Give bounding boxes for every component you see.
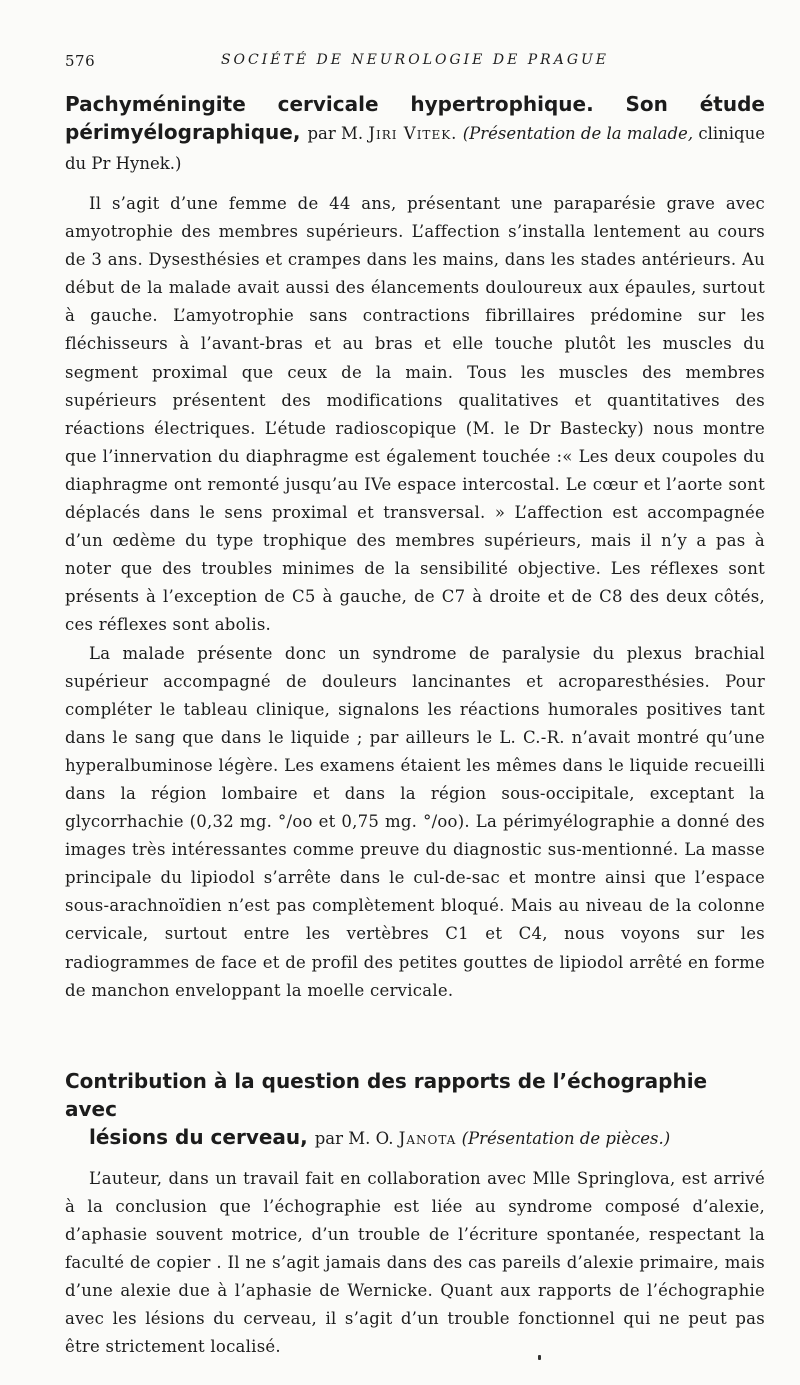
running-header (65, 52, 765, 74)
print-speck (538, 1355, 541, 1360)
article-1-paragraph-1: Il s’agit d’une femme de 44 ans, présentant une paraparésie grave avec amyotrophie des membres supérieurs. L’affection s’installa lentement au cours de 3 ans. Dysesthésies et crampes dans les mains, dans les stades antérieurs. Au début de la malade avait aussi des élancements douloureux aux épaules, surtout à gauche. L’amyotrophie sans contractions fibrillaires prédomine sur les fléchisseurs à l’avant-bras et au bras et elle touche plutôt les muscles du segment proximal que ceux de la main. Tous les muscles des membres supérieurs présentent des modifications qualitatives et quantitatives des réactions électriques. L’étude radioscopique (M. le Dr Bastecky) nous montre que l’innervation du diaphragme est également touchée :« Les deux coupoles du diaphragme ont remonté jusqu’au IVe espace intercostal. Le cœur et l’aorte sont déplacés dans le sens proximal et transversal. » L’affection est accompagnée d’un œdème du type trophique des membres supérieurs, mais il n’y a pas à noter que des troubles minimes de la sensibilité objective. Les réflexes sont présents à l’exception de C5 à gauche, de C7 à droite et de C8 des deux côtés, ces réflexes sont abolis. (65, 194, 765, 635)
page-body (65, 90, 765, 1361)
article-2-byline (315, 1129, 670, 1148)
section-gap (65, 1005, 765, 1067)
article-1-title: Pachyméningite cervicale hypertrophique. Son étude périmyélographique, (65, 92, 765, 144)
article-2-title-line-2-wrap (65, 1123, 765, 1153)
article-1-presentation: (Présentation de la malade, (462, 124, 694, 143)
article-1-paragraph-2: La malade présente donc un syndrome de paralysie du plexus brachial supérieur accompagné de douleurs lancinantes et acroparesthésies. Pour compléter le tableau clinique, signalons les réactions humorales positives tant dans le sang que dans le liquide ; par ailleurs le L. C.-R. n’avait montré qu’une hyperalbuminose légère. Les examens étaient les mêmes dans le liquide recueilli dans la région lombaire et dans la région sous-occipitale, exceptant la glycorrhachie (0,32 mg. °/oo et 0,75 mg. °/oo). La périmyélographie a donné des images très intéressantes comme preuve du diagnostic sus-mentionné. La masse principale du lipiodol s’arrête dans le cul-de-sac et montre ainsi que l’espace sous-arachnoïdien n’est pas complètement bloqué. Mais au niveau de la colonne cervicale, surtout entre les vertèbres C1 et C4, nous voyons sur les radiogrammes de face et de profil des petites gouttes de lipiodol arrêté en forme de manchon enveloppant la moelle cervicale. (65, 643, 765, 1000)
journal-title: SOCIÉTÉ DE NEUROLOGIE DE PRAGUE (220, 52, 610, 68)
article-2-byline-prefix: par M. O. (314, 1128, 394, 1148)
page-number: 576 (65, 52, 96, 70)
article-2-presentation: (Présentation de pièces.) (461, 1128, 671, 1148)
article-1-byline-prefix: par M. (307, 124, 364, 143)
article-1-clinic: clinique du Pr Hynek.) (65, 124, 765, 173)
article-2-paragraph-1: L’auteur, dans un travail fait en collaboration avec Mlle Springlova, est arrivé à la conclusion que l’échographie est liée au syndrome composé d’alexie, d’aphasie souvent motrice, d’un trouble de l’écriture spontanée, respectant la faculté de copier . Il ne s’agit jamais dans des cas pareils d’alexie primaire, mais d’une alexie due à l’aphasie de Wernicke. Quant aux rapports de l’échographie avec les lésions du cerveau, il s’agit d’un trouble fonctionnel qui ne peut pas être strictement localisé. (65, 1168, 765, 1357)
article-2-author: Janota (398, 1128, 457, 1148)
article-2-heading (65, 1067, 765, 1153)
article-2-title-line-2: lésions du cerveau, (89, 1124, 308, 1149)
article-1-heading (65, 90, 765, 178)
article-1-author: Jiri Vitek. (368, 124, 458, 143)
article-2-title-line-1: Contribution à la question des rapports de l’échographie avec (65, 1068, 708, 1121)
